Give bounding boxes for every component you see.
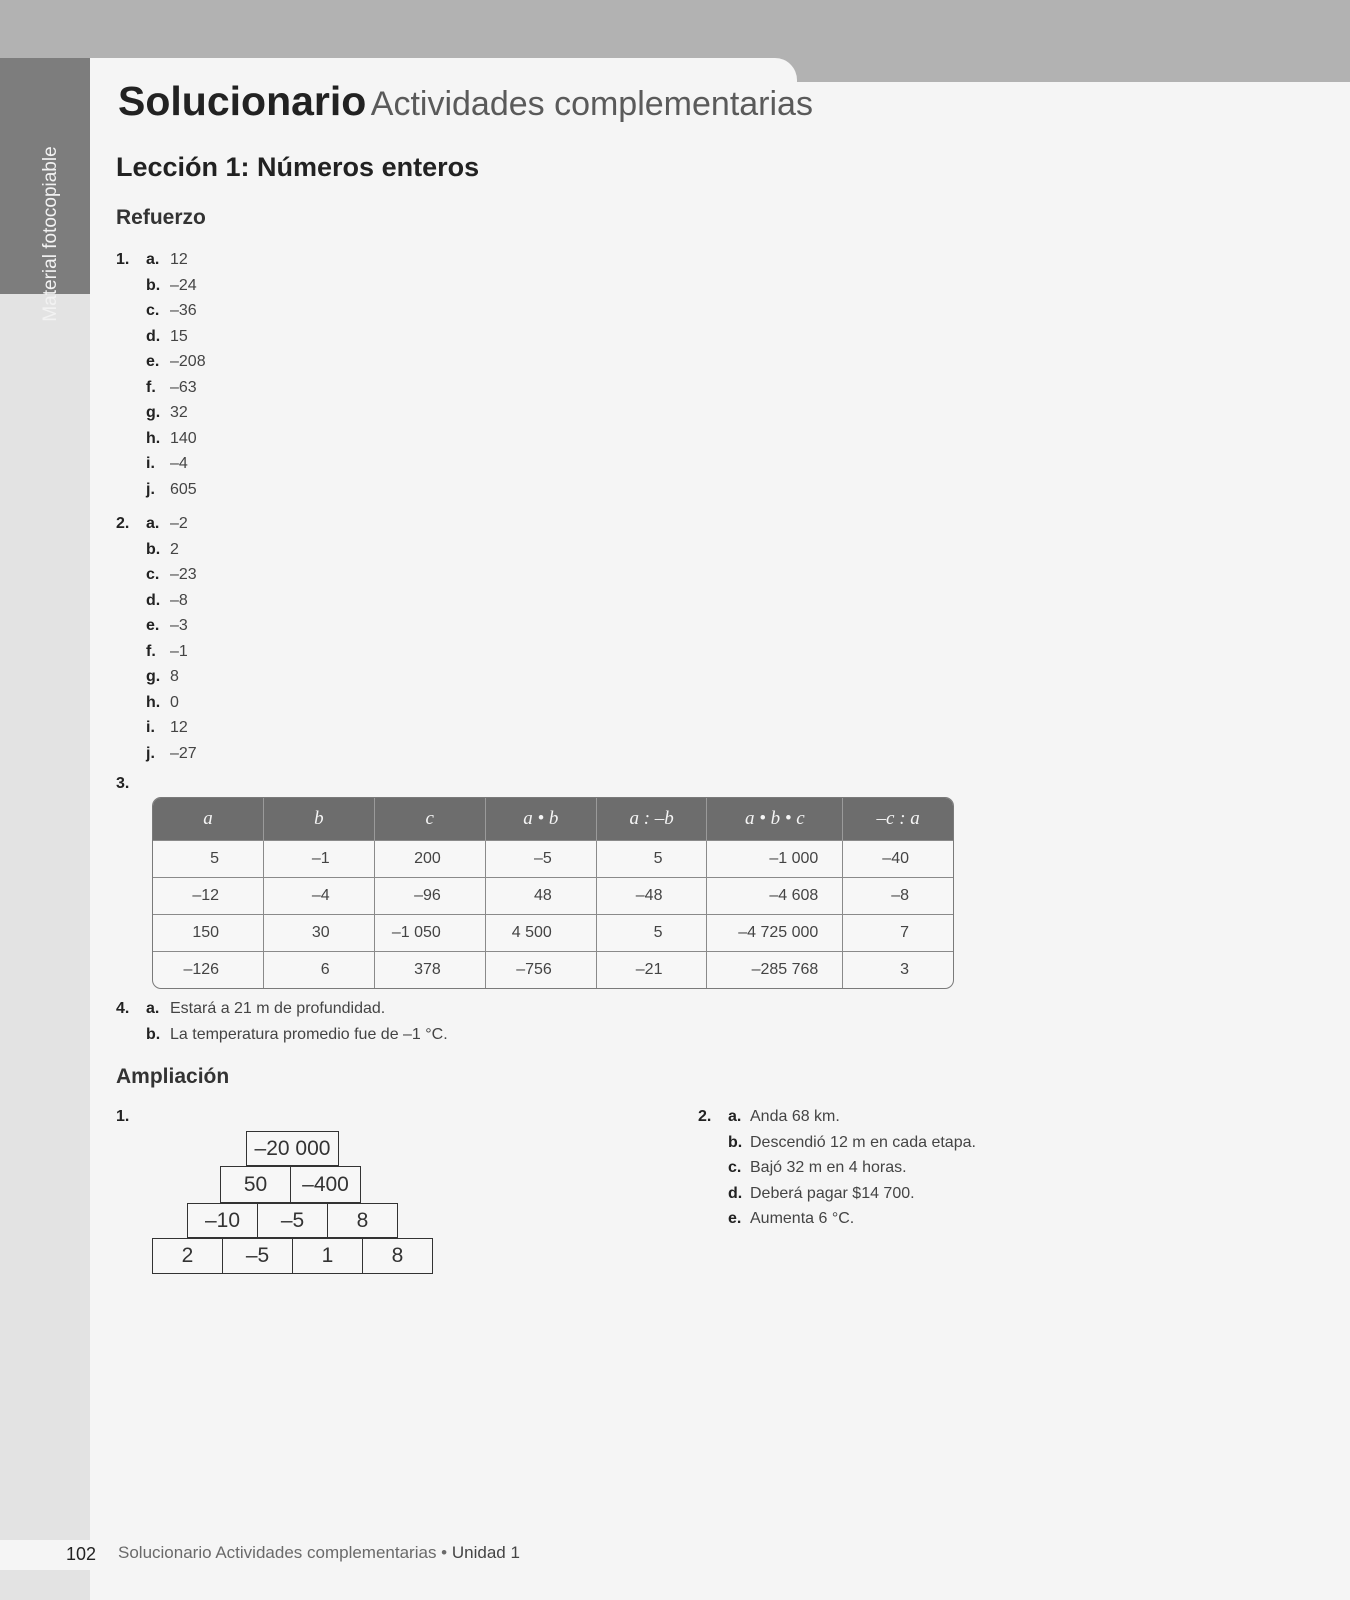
table-cell: –21 — [596, 952, 707, 989]
table-header-cell: b — [264, 798, 375, 841]
question-number: 3. — [116, 775, 130, 792]
page-title-rest: Actividades complementarias — [370, 85, 813, 123]
question-number: 2. — [116, 515, 130, 532]
table-cell: –1 — [264, 841, 375, 878]
table-cell: 4 500 — [485, 915, 596, 952]
item-value: 32 — [170, 404, 188, 421]
item-value: 12 — [170, 719, 188, 736]
pyramid-cell: 2 — [152, 1238, 223, 1274]
section-heading-ampliacion: Ampliación — [116, 1065, 230, 1088]
list-item — [146, 592, 188, 610]
pyramid-cell: –10 — [187, 1203, 258, 1238]
item-value: –3 — [170, 617, 188, 634]
table-body — [153, 841, 953, 989]
pyramid-cell: –20 000 — [246, 1131, 339, 1166]
table-cell: 378 — [374, 952, 485, 989]
list-item — [146, 379, 197, 397]
table-cell: –96 — [374, 878, 485, 915]
footer-text — [118, 1543, 520, 1563]
item-label: b. — [728, 1133, 743, 1151]
list-item — [146, 617, 188, 635]
section-heading-refuerzo: Refuerzo — [116, 206, 206, 229]
lesson-title: Lección 1: Números enteros — [116, 152, 480, 182]
item-label: d. — [146, 591, 161, 609]
results-table — [152, 797, 954, 989]
list-item — [146, 745, 197, 763]
list-item — [146, 643, 188, 661]
pyramid-cell: –400 — [290, 1166, 361, 1203]
item-value: La temperatura promedio fue de –1 °C. — [170, 1026, 448, 1043]
item-value: –24 — [170, 276, 197, 294]
item-label: j. — [146, 744, 155, 762]
item-value: 15 — [170, 327, 188, 345]
list-item — [728, 1159, 907, 1177]
list-item — [146, 404, 188, 422]
list-item — [146, 541, 179, 559]
list-item — [146, 277, 197, 295]
table-cell: –48 — [596, 878, 707, 915]
item-label: f. — [146, 378, 156, 396]
list-item — [146, 328, 188, 346]
table-cell: –285 768 — [707, 952, 843, 989]
table-header-cell: a • b — [485, 798, 596, 841]
page-number: 102 — [65, 1544, 96, 1564]
item-value: –23 — [170, 566, 197, 583]
table-cell: 30 — [264, 915, 375, 952]
item-label: e. — [146, 617, 160, 634]
table-cell: –4 725 000 — [707, 915, 843, 952]
item-label: i. — [146, 719, 155, 736]
item-value: 605 — [170, 480, 197, 498]
list-item — [146, 515, 188, 533]
question-number: 1. — [116, 1108, 130, 1125]
page-title — [118, 78, 813, 125]
item-value: –2 — [170, 515, 188, 532]
item-label: h. — [146, 429, 161, 447]
question-number: 1. — [116, 251, 130, 268]
table-cell: 5 — [596, 915, 707, 952]
item-value: Anda 68 km. — [750, 1108, 840, 1125]
table-cell: –5 — [485, 841, 596, 878]
table-cell: –4 — [264, 878, 375, 915]
item-label: e. — [728, 1210, 742, 1227]
table-cell: –4 608 — [707, 878, 843, 915]
list-item — [146, 566, 197, 584]
pyramid-cell: 50 — [220, 1166, 291, 1203]
item-value: 140 — [170, 429, 197, 447]
item-label: c. — [146, 302, 160, 319]
pyramid-cell: 1 — [292, 1238, 363, 1274]
item-value: 8 — [170, 668, 179, 685]
item-value: 0 — [170, 693, 179, 711]
item-value: –8 — [170, 591, 188, 609]
table-cell: –126 — [153, 952, 264, 989]
table-cell: 150 — [153, 915, 264, 952]
item-value: 2 — [170, 540, 179, 558]
item-value: Deberá pagar $14 700. — [750, 1184, 915, 1202]
table-cell: 48 — [485, 878, 596, 915]
item-label: e. — [146, 353, 160, 370]
table-row — [153, 841, 953, 878]
item-value: –27 — [170, 744, 197, 762]
side-tab — [0, 58, 90, 322]
list-item — [728, 1134, 976, 1152]
item-label: h. — [146, 693, 161, 711]
item-label: a. — [146, 251, 160, 268]
table-row — [153, 952, 953, 989]
list-item — [146, 302, 197, 320]
table-cell: 200 — [374, 841, 485, 878]
item-label: i. — [146, 455, 155, 472]
list-item — [728, 1108, 840, 1126]
table-cell: –1 050 — [374, 915, 485, 952]
pyramid-cell: –5 — [257, 1203, 328, 1238]
table-header-row — [153, 798, 953, 841]
table-cell: –8 — [843, 878, 953, 915]
item-value: Bajó 32 m en 4 horas. — [750, 1159, 907, 1176]
item-label: a. — [728, 1108, 742, 1125]
footer-separator: • — [436, 1543, 452, 1562]
list-item — [146, 430, 197, 448]
item-label: g. — [146, 404, 161, 421]
question-number: 2. — [698, 1108, 712, 1125]
list-item — [146, 1026, 448, 1044]
list-item — [146, 694, 179, 712]
item-label: a. — [146, 515, 160, 532]
item-label: f. — [146, 642, 156, 660]
item-label: b. — [146, 276, 161, 294]
item-label: b. — [146, 540, 161, 558]
pyramid-cell: 8 — [327, 1203, 398, 1238]
table-cell: –40 — [843, 841, 953, 878]
item-label: c. — [728, 1159, 742, 1176]
list-item — [146, 251, 188, 269]
question-number: 4. — [116, 1000, 130, 1017]
table-header-cell: a : –b — [596, 798, 707, 841]
list-item — [146, 353, 206, 371]
list-item — [146, 1000, 385, 1018]
pyramid-cell: 8 — [362, 1238, 433, 1274]
item-label: j. — [146, 480, 155, 498]
table-header-cell: –c : a — [843, 798, 953, 841]
table-header-cell: a • b • c — [707, 798, 843, 841]
item-label: g. — [146, 668, 161, 685]
item-label: c. — [146, 566, 160, 583]
table-header-cell: c — [374, 798, 485, 841]
item-value: –1 — [170, 642, 188, 660]
item-value: –4 — [170, 455, 188, 472]
table-cell: 6 — [264, 952, 375, 989]
page-number-box — [0, 1540, 104, 1570]
item-value: –63 — [170, 378, 197, 396]
list-item — [146, 455, 188, 473]
list-item — [728, 1210, 854, 1228]
item-value: Descendió 12 m en cada etapa. — [750, 1133, 976, 1151]
item-label: d. — [146, 327, 161, 345]
table-header-cell: a — [153, 798, 264, 841]
pyramid-cell: –5 — [222, 1238, 293, 1274]
footer-title: Solucionario Actividades complementarias — [118, 1543, 437, 1562]
item-value: Aumenta 6 °C. — [750, 1210, 855, 1227]
table-cell: –1 000 — [707, 841, 843, 878]
table-cell: 5 — [153, 841, 264, 878]
page-title-bold: Solucionario — [118, 78, 367, 124]
table-cell: –756 — [485, 952, 596, 989]
item-value: –36 — [170, 302, 197, 319]
table-cell: –12 — [153, 878, 264, 915]
table-row — [153, 878, 953, 915]
list-item — [146, 481, 197, 499]
item-value: Estará a 21 m de profundidad. — [170, 1000, 386, 1017]
item-label: d. — [728, 1184, 743, 1202]
item-value: –208 — [170, 353, 206, 370]
item-value: 12 — [170, 251, 188, 268]
table-cell: 3 — [843, 952, 953, 989]
table-cell: 7 — [843, 915, 953, 952]
table-cell: 5 — [596, 841, 707, 878]
list-item — [728, 1185, 915, 1203]
side-tab-label: Material fotocopiable — [40, 146, 61, 322]
footer-unit: Unidad 1 — [451, 1543, 520, 1562]
list-item — [146, 668, 179, 686]
list-item — [146, 719, 188, 737]
table-row — [153, 915, 953, 952]
item-label: b. — [146, 1026, 161, 1043]
item-label: a. — [146, 1000, 160, 1017]
